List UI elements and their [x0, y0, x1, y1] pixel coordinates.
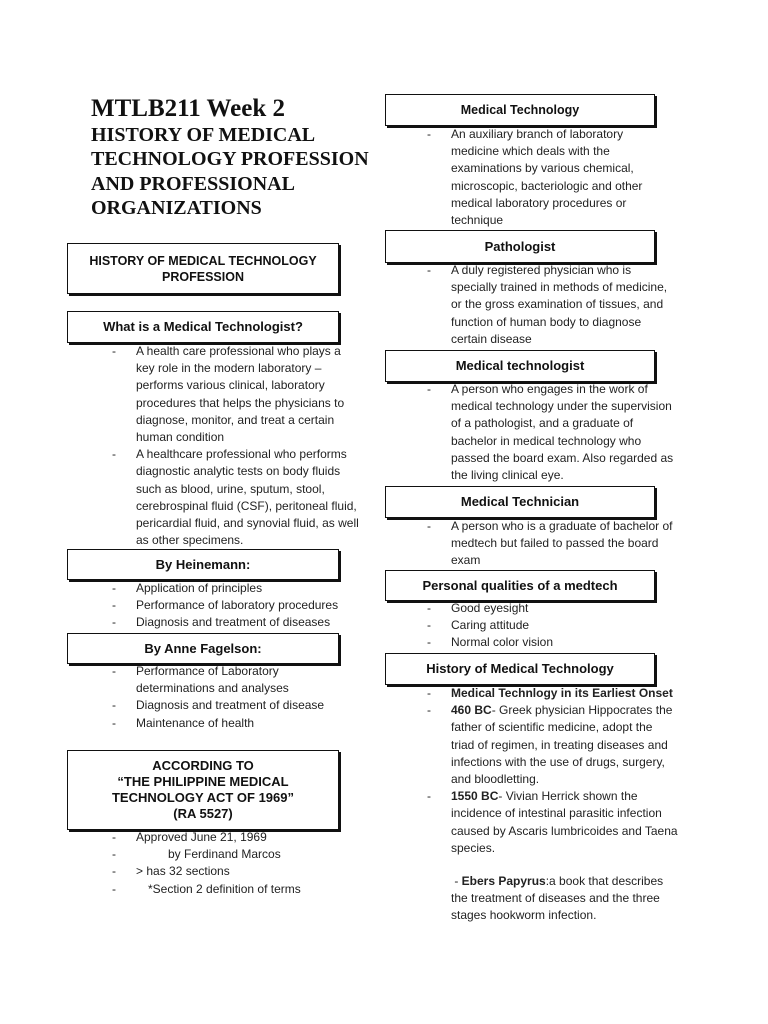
list-item: - Maintenance of health [112, 715, 342, 732]
list-item: - Normal color vision [427, 634, 657, 651]
list-item [112, 881, 362, 898]
act-item-text: *Section 2 definition of terms [148, 881, 301, 896]
list-item: - A person who engages in the work of medical technology under the supervision of a pathologist, and a graduate of bachelor in medical technology who passed the board exam. Also regarded as the living clinical eye. [427, 381, 675, 484]
ebers-bold: Ebers Papyrus [461, 874, 546, 888]
history-item-bold: Medical Technlogy in its Earliest Onset [451, 686, 673, 700]
act-line: TECHNOLOGY ACT OF 1969” [111, 790, 295, 805]
history-list [427, 685, 679, 857]
history-item-text: - Greek physician Hippocrates the father of scientific medicine, adopt the triad of regimen, in treating diseases and infections with the use of drugs, surgery, and bloodletting. [451, 703, 673, 787]
fagelson-list [112, 663, 342, 732]
what-list [112, 343, 362, 549]
act-item-text: by Ferdinand Marcos [168, 847, 281, 862]
medtech-list [427, 126, 659, 229]
heinemann-heading: By Heinemann: [155, 556, 251, 572]
list-item [427, 685, 679, 702]
list-item: - Performance of Laboratory determinations and analyses [112, 663, 342, 697]
history-item-text: - Vivian Herrick shown the incidence of intestinal parasitic infection caused by Ascaris lumbricoides and Taena species. [451, 789, 678, 855]
section-heading-box [67, 243, 339, 294]
act-line: “THE PHILIPPINE MEDICAL [117, 774, 289, 789]
qualities-list [427, 600, 657, 652]
history-heading-box [385, 653, 655, 685]
page-subtitle: HISTORY OF MEDICAL TECHNOLOGY PROFESSION AND PROFESSIONAL ORGANIZATIONS [91, 124, 369, 219]
heinemann-heading-box [67, 549, 339, 580]
ebers-text: :a book that describes the treatment of diseases and the three stages hookworm infection. [451, 874, 664, 923]
technician-heading-box [385, 486, 655, 518]
list-item: - Performance of laboratory procedures [112, 597, 372, 614]
list-item: - Good eyesight [427, 600, 657, 617]
fagelson-heading-box [67, 633, 339, 664]
list-item [112, 846, 362, 863]
ebers-prefix: - [451, 874, 462, 888]
medtech-heading: Medical Technology [460, 103, 580, 117]
list-item [427, 702, 679, 788]
list-item: - A duly registered physician who is specially trained in methods of medicine, or the gross examination of tissues, and function of human body to diagnose certain disease [427, 262, 673, 348]
act-heading-box [67, 750, 339, 830]
list-item: - An auxiliary branch of laboratory medicine which deals with the examinations by various chemical, microscopic, bacteriologic and other medical laboratory procedures or technique [427, 126, 659, 229]
list-item: - A health care professional who plays a key role in the modern laboratory – performs various clinical, laboratory procedures that helps the physicians to diagnose, monitor, and treat a certain human condition [112, 343, 362, 446]
qualities-heading-box [385, 570, 655, 601]
qualities-heading: Personal qualities of a medtech [422, 577, 618, 593]
history-item-bold: 460 BC [451, 703, 492, 718]
technician-heading: Medical Technician [460, 494, 580, 509]
act-line: (RA 5527) [173, 806, 233, 821]
list-item [427, 788, 679, 857]
fagelson-heading: By Anne Fagelson: [144, 640, 262, 656]
technologist-heading: Medical technologist [455, 358, 585, 373]
list-item: - Diagnosis and treatment of disease [112, 697, 342, 714]
act-line: ACCORDING TO [152, 758, 254, 773]
list-item: - Caring attitude [427, 617, 657, 634]
medtech-heading-box [385, 94, 655, 126]
list-item: - Application of principles [112, 580, 372, 597]
technologist-list [427, 381, 675, 484]
history-item-bold: 1550 BC [451, 789, 499, 804]
what-heading: What is a Medical Technologist? [103, 319, 303, 334]
list-item: - Diagnosis and treatment of diseases [112, 614, 372, 631]
heinemann-list [112, 580, 372, 632]
history-heading: History of Medical Technology [426, 661, 614, 676]
list-item: - Approved June 21, 1969 [112, 829, 362, 846]
list-item: - A healthcare professional who performs diagnostic analytic tests on body fluids such as blood, urine, sputum, stool, cerebrospinal fluid (CSF), peritoneal fluid, pericardial fluid, and synovial fluid, as well as other specimens. [112, 446, 362, 549]
list-item: - > has 32 sections [112, 863, 362, 880]
what-heading-box [67, 311, 339, 343]
technician-list [427, 518, 679, 570]
ebers-paragraph [451, 873, 679, 925]
page-title: MTLB211 Week 2 [91, 95, 286, 122]
pathologist-heading: Pathologist [484, 238, 556, 254]
list-item: - A person who is a graduate of bachelor of medtech but failed to passed the board exam [427, 518, 679, 570]
pathologist-heading-box [385, 230, 655, 263]
technologist-heading-box [385, 350, 655, 382]
pathologist-list [427, 262, 673, 348]
act-list [112, 829, 362, 898]
section-heading: HISTORY OF MEDICAL TECHNOLOGY PROFESSION [89, 253, 317, 284]
